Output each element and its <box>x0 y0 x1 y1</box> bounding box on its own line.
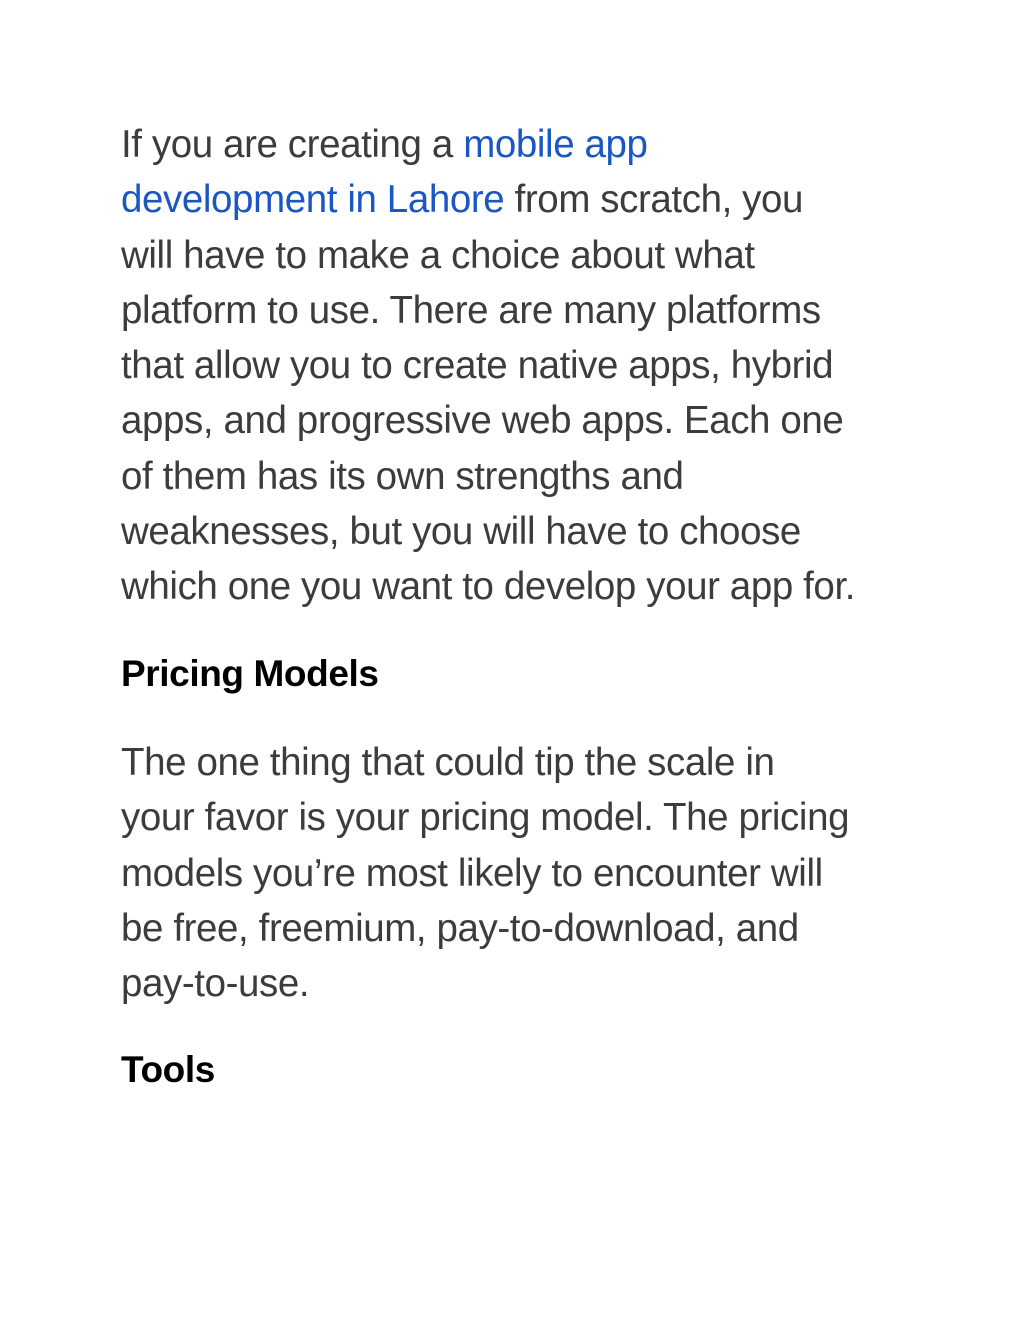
line-text: If you are creating a <box>121 123 464 166</box>
paragraph-line: pay-to-use. <box>121 962 310 1006</box>
paragraph-line <box>121 117 855 172</box>
paragraph-line: models you’re most likely to encounter will <box>121 851 823 895</box>
paragraph-line <box>121 172 855 227</box>
paragraph-line: The one thing that could tip the scale in <box>121 741 775 784</box>
line-text: from scratch, you <box>504 178 804 222</box>
paragraph-line: weaknesses, but you will have to choose <box>121 510 801 554</box>
paragraph-line: of them has its own strengths and <box>121 454 684 498</box>
paragraph-line: will have to make a choice about what <box>121 233 755 277</box>
paragraph-line: platform to use. There are many platforms <box>121 288 821 332</box>
mobile-app-development-link-continued[interactable]: development in Lahore <box>121 178 505 222</box>
paragraph-line: your favor is your pricing model. The pricing <box>121 796 850 840</box>
paragraph-line: that allow you to create native apps, hybrid <box>121 344 834 388</box>
tools-heading: Tools <box>121 1049 215 1090</box>
paragraph-line: which one you want to develop your app for. <box>121 565 856 609</box>
pricing-models-heading: Pricing Models <box>121 653 379 694</box>
intro-paragraph <box>121 117 855 615</box>
paragraph-line: be free, freemium, pay-to-download, and <box>121 906 799 950</box>
pricing-paragraph <box>121 735 849 1011</box>
mobile-app-development-link[interactable]: mobile app <box>463 123 648 166</box>
paragraph-line: apps, and progressive web apps. Each one <box>121 399 844 443</box>
